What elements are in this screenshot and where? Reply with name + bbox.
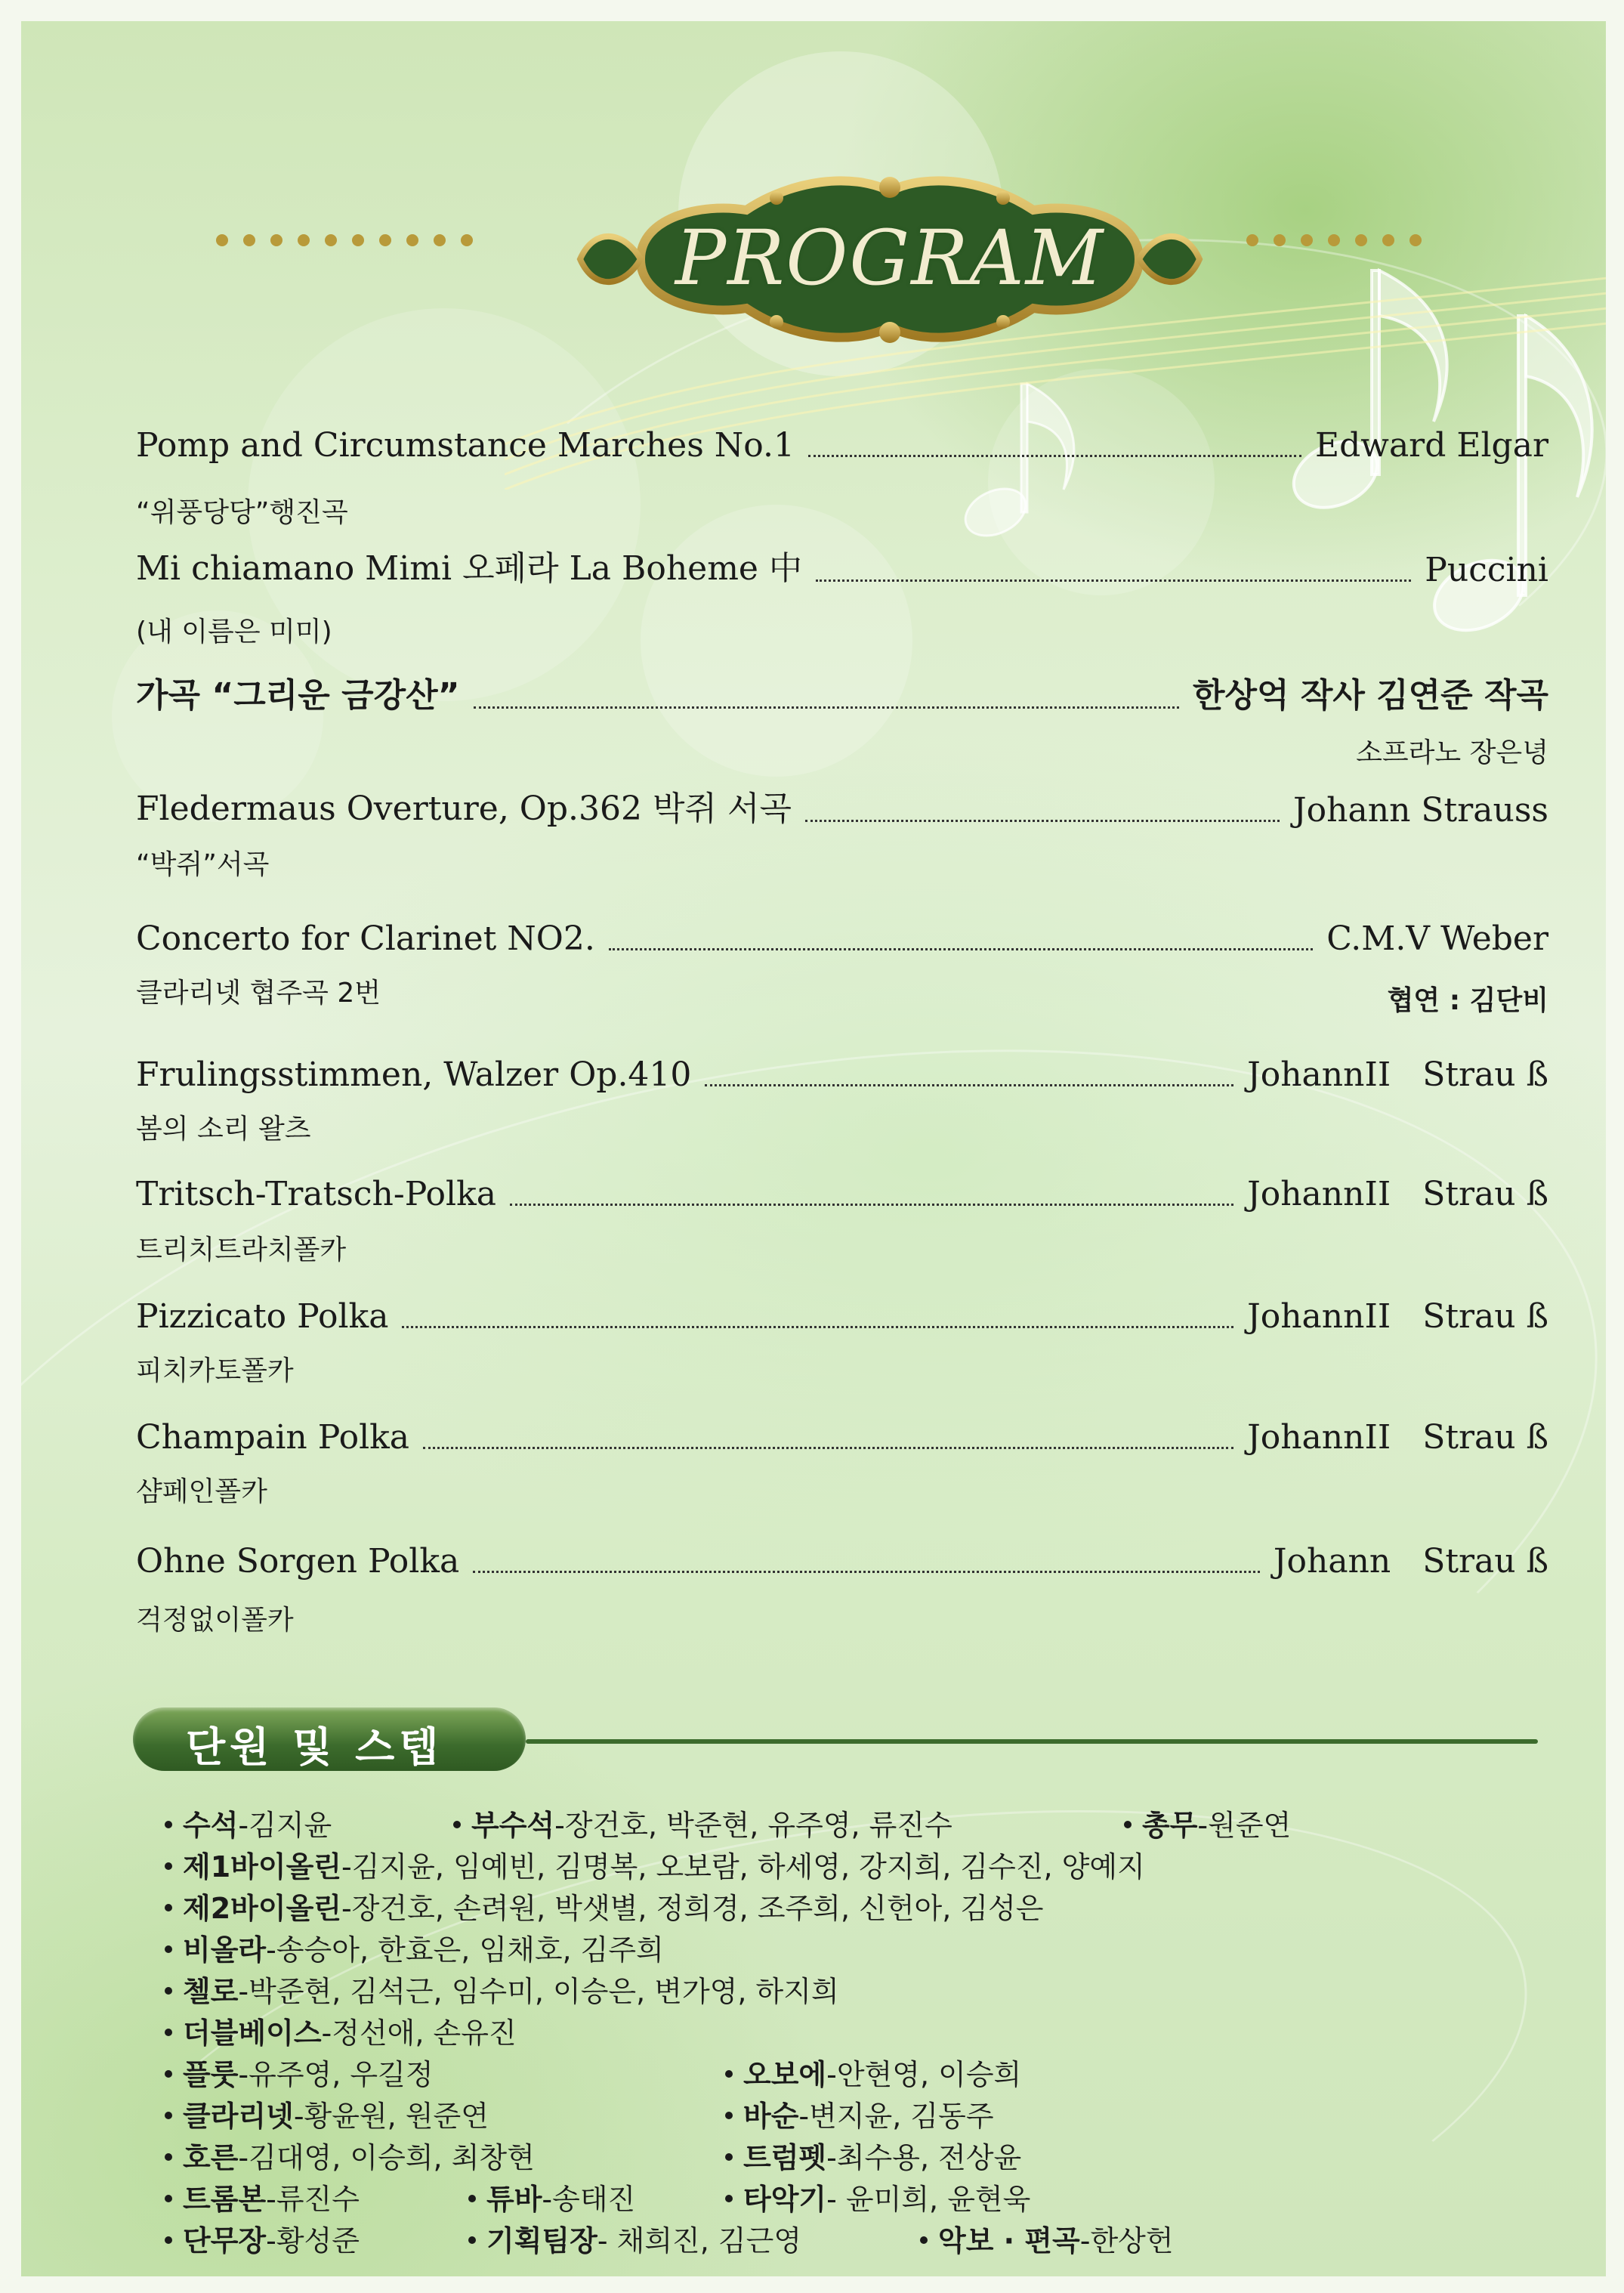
staff-entry: 트롬본-류진수 [165, 2176, 360, 2217]
piece-title: 가곡 “그리운 금강산” [136, 676, 460, 715]
staff-section-header [133, 1707, 1538, 1775]
piece-title: Ohne Sorgen Polka [136, 1542, 460, 1581]
piece-title: Mi chiamano Mimi 오페라 La Boheme 中 [136, 549, 802, 588]
staff-entry: 호른-김대영, 이승희, 최창현 [165, 2134, 535, 2176]
staff-entry: 타악기- 윤미희, 윤현욱 [725, 2176, 1030, 2217]
leader-dots [609, 948, 1313, 950]
piece-title: Concerto for Clarinet NO2. [136, 919, 595, 958]
composer: 한상억 작사 김연준 작곡 [1193, 676, 1548, 715]
composer: C.M.V Weber [1326, 919, 1548, 958]
program-page [21, 21, 1606, 2276]
piece-title: Fledermaus Overture, Op.362 박쥐 서곡 [136, 790, 792, 828]
staff-entry: 클라리넷-황윤원, 원준연 [165, 2093, 489, 2134]
program-item [136, 1411, 1548, 1457]
composer: Puccini [1425, 551, 1548, 589]
leader-dots [705, 1084, 1233, 1086]
dotted-line-right [1246, 234, 1422, 246]
piece-subtitle: 피치카토폴카 [136, 1355, 294, 1386]
program-item [136, 1049, 1548, 1094]
piece-title: Frulingsstimmen, Walzer Op.410 [136, 1055, 692, 1094]
piece-subtitle: 클라리넷 협주곡 2번 [136, 978, 381, 1009]
staff-entry: 바순-변지윤, 김동주 [725, 2093, 994, 2134]
program-item [136, 784, 1548, 830]
program-item [136, 913, 1548, 958]
program-item [136, 419, 1548, 465]
leader-dots [805, 820, 1280, 822]
piece-subtitle: “위풍당당”행진곡 [136, 497, 348, 528]
section-heading: 단원 및 스텝 [186, 1723, 443, 1771]
leader-dots [473, 1571, 1260, 1573]
dotted-line-left [216, 234, 473, 246]
staff-entry: 트럼펫-최수용, 전상윤 [725, 2134, 1021, 2176]
program-item [136, 1168, 1548, 1213]
leader-dots [510, 1204, 1233, 1206]
staff-entry: 플룻-유주영, 우길정 [165, 2051, 434, 2093]
staff-line: 제2바이올린-장건호, 손려원, 박샛별, 정희경, 조주희, 신헌아, 김성은 [165, 1885, 1044, 1927]
composer: JohannII Strau ß [1247, 1175, 1548, 1213]
staff-entry: 총무-원준연 [1124, 1802, 1291, 1843]
composer: JohannII Strau ß [1247, 1418, 1548, 1457]
piece-subtitle: 봄의 소리 왈츠 [136, 1114, 311, 1145]
leader-dots [816, 579, 1411, 582]
leader-dots [402, 1326, 1233, 1328]
composer: JohannII Strau ß [1247, 1055, 1548, 1094]
piece-title: Pomp and Circumstance Marches No.1 [136, 426, 795, 465]
piece-title: Pizzicato Polka [136, 1297, 389, 1336]
staff-line: 비올라-송승아, 한효은, 임채호, 김주희 [165, 1927, 664, 1968]
staff-entry: 단무장-황성준 [165, 2217, 360, 2259]
staff-line: 제1바이올린-김지윤, 임예빈, 김명복, 오보람, 하세영, 강지희, 김수진, 양예지 [165, 1843, 1145, 1885]
performer-note: 협연 : 김단비 [1387, 985, 1548, 1016]
staff-entry: 오보에-안현영, 이승희 [725, 2051, 1021, 2093]
staff-line: 더블베이스-정선애, 손유진 [165, 2010, 517, 2051]
piece-subtitle: 걱정없이폴카 [136, 1605, 294, 1636]
staff-entry: 기획팀장- 채희진, 김근영 [468, 2217, 801, 2259]
header [21, 21, 1606, 338]
staff-entry: 튜바-송태진 [468, 2176, 635, 2217]
staff-entry: 악보 · 편곡-한상헌 [920, 2217, 1174, 2259]
program-item [136, 1535, 1548, 1581]
program-item [136, 1290, 1548, 1336]
composer: Edward Elgar [1315, 426, 1548, 465]
composer: JohannII Strau ß [1247, 1297, 1548, 1336]
section-rule [526, 1739, 1538, 1744]
staff-entry: 부수석-장건호, 박준현, 유주영, 류진수 [453, 1802, 952, 1843]
performer-note: 소프라노 장은녕 [1356, 737, 1548, 768]
section-label-pill [133, 1707, 526, 1771]
piece-subtitle: 트리치트라치폴카 [136, 1235, 347, 1265]
staff-entry: 수석-김지윤 [165, 1802, 332, 1843]
piece-subtitle: “박쥐”서곡 [136, 849, 270, 880]
piece-title: Tritsch-Tratsch-Polka [136, 1175, 496, 1213]
program-item [136, 671, 1548, 716]
composer: Johann Strauss [1293, 791, 1548, 830]
title-ornament [550, 172, 1230, 346]
program-item [136, 544, 1548, 589]
leader-dots [423, 1447, 1233, 1449]
staff-line: 첼로-박준현, 김석근, 임수미, 이승은, 변가영, 하지희 [165, 1968, 839, 2010]
piece-subtitle: (내 이름은 미미) [136, 617, 332, 647]
leader-dots [474, 706, 1179, 709]
leader-dots [808, 455, 1301, 457]
composer: Johann Strau ß [1273, 1542, 1548, 1581]
piece-subtitle: 샴페인폴카 [136, 1476, 267, 1507]
page-title: PROGRAM [675, 214, 1105, 302]
piece-title: Champain Polka [136, 1418, 410, 1457]
